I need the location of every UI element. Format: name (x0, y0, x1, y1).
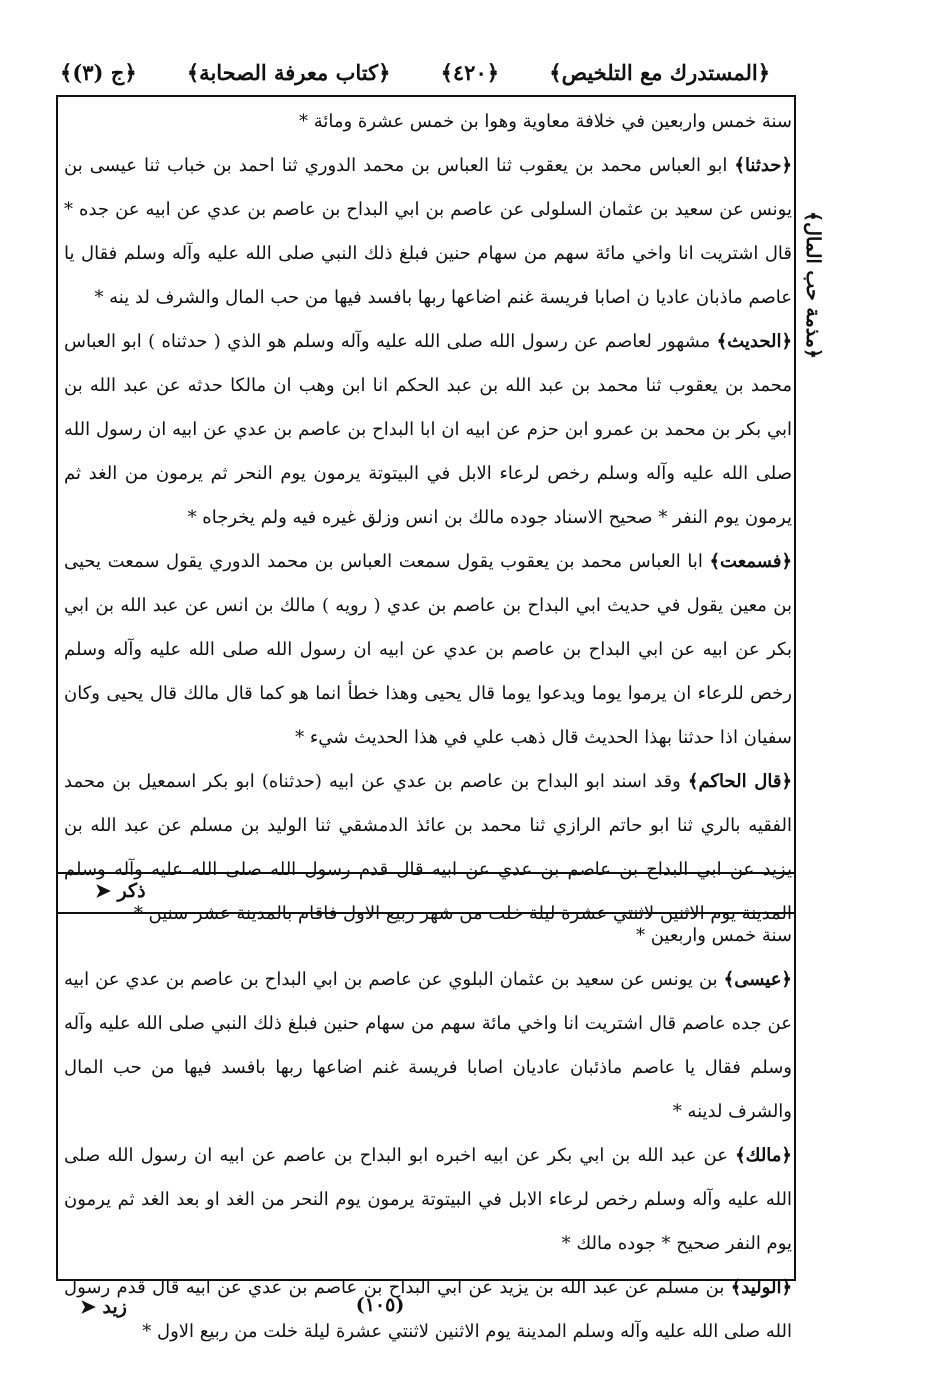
summary-paragraph-2: ﴿عيسى﴾ بن يونس عن سعيد بن عثمان البلوي عن عاصم بن ابي البداح بن عاصم بن عدي عن ابيه عن جده عاصم قال اشتريت انا واخي مائة سهم من سهام حنين فبلغ ذلك النبي صلى الله عليه وآله وسلم فقال يا عاصم ماذئبان عاديان اصابا فريسة غنم اضاعها ربها بافسد فيها من حب المال والشرف لدينه * (64, 969, 792, 1122)
header-page-number: ﴿٤٢٠﴾ (440, 59, 500, 85)
page-footer-number: (١٠٥) (355, 1294, 405, 1316)
main-paragraph-2: ﴿حدثنا﴾ ابو العباس محمد بن يعقوب ثنا العباس بن محمد الدوري ثنا احمد بن خباب ثنا عيسى بن يونس عن سعيد بن عثمان السلولى عن عاصم بن ابي البداح بن عاصم بن عدي عن ابيه عن جده * قال اشتريت انا واخي مائة سهم من سهام حنين فبلغ ذلك النبي صلى الله عليه وآله وسلم فقال يا عاصم ماذبان عاديا ن اصابا فريسة غنم اضاعها ربها بافسد فيها من حب المال والشرف لد ينه * (64, 155, 792, 308)
main-paragraph-1: سنة خمس واربعين في خلافة معاوية وهوا بن خمس عشرة ومائة * (298, 111, 792, 132)
main-paragraph-4: ﴿فسمعت﴾ ابا العباس محمد بن يعقوب يقول سمعت العباس بن محمد الدوري يقول سمعت يحيى بن معين يقول في حديث ابي البداح بن عاصم بن عدي ( رويه ) مالك بن انس عن عبد الله بن ابي بكر عن ابيه عن ابي البداح بن عاصم بن عدي عن ابيه ان رسول الله صلى الله عليه وآله وسلم رخص للرعاء ان يرموا يوما ويدعوا يوما قال يحيى وهذا خطأ انما هو كما قال مالك قال يحيى وكان سفيان اذا حدثنا بهذا الحديث قال ذهب علي في هذا الحديث شيء * (64, 551, 792, 748)
summary-paragraph-4: ﴿الوليد﴾ بن مسلم عن عبد الله بن يزيد عن ابي البداح بن عاصم بن عدي عن ابيه قال قدم رسول الله صلى الله عليه وآله وسلم المدينة يوم الاثنين لاثنتي عشرة ليلة خلت من ربيع الاول * (64, 1277, 792, 1342)
summary-paragraph-3: ﴿مالك﴾ عن عبد الله بن ابي بكر عن ابيه اخبره ابو البداح بن عاصم عن ابيه ان رسول الله صلى الله عليه وآله وسلم رخص لرعاء الابل في البيتوتة يرمون يوم النحر من الغد او بعد الغد ثم يرمون يوم النفر صحيح * جوده مالك * (64, 1145, 792, 1254)
running-header (60, 50, 770, 94)
main-paragraph-5: ﴿قال الحاكم﴾ وقد اسند ابو البداح بن عاصم بن عدي عن ابيه (حدثناه) ابو بكر اسمعيل بن محمد الفقيه بالري ثنا ابو حاتم الرازي ثنا محمد بن عائذ الدمشقي ثنا الوليد بن مسلم عن عبد الله بن يزيد عن ابي البداح بن عاصم بن عدي عن ابيه قال قدم رسول الله صلى الله عليه وآله وسلم المدينة يوم الاثنين لاثنتي عشرة ليلة خلت من شهر ربيع الاول فاقام بالمدينة عشر سنين * (64, 771, 792, 924)
margin-note: ﴿مذمة حب المال﴾ (802, 210, 824, 360)
main-paragraph-3: ﴿الحديث﴾ مشهور لعاصم عن رسول الله صلى الله عليه وآله وسلم هو الذي ( حدثناه ) ابو العباس محمد بن يعقوب ثنا محمد بن عبد الله بن عبد الحكم انا ابن وهب ان مالكا حدثه عن عبد الله بن ابي بكر بن محمد بن عمرو ابن حزم عن ابيه ان ابا البداح بن عاصم بن عدي عن ابيه ان رسول الله صلى الله عليه وآله وسلم رخص لرعاء الابل في البيتوتة يرمون يوم النحر ثم يرمون من الغد ثم يرمون يوم النفر * صحيح الاسناد جوده مالك بن انس وزلق غيره فيه ولم يخرجاه * (64, 331, 792, 528)
header-volume: ﴿ج (٣)﴾ (60, 59, 137, 85)
header-book-title: ﴿المستدرك مع التلخيص﴾ (549, 59, 770, 85)
summary-text (64, 914, 792, 1354)
section-divider-top (56, 872, 796, 874)
summary-paragraph-1: سنة خمس واربعين * (635, 925, 792, 946)
catchword: زيد ➤ (80, 1296, 127, 1318)
header-chapter-title: ﴿كتاب معرفة الصحابة﴾ (186, 59, 391, 85)
zikr-marker: ذكر ➤ (95, 880, 146, 902)
main-text (64, 100, 792, 936)
